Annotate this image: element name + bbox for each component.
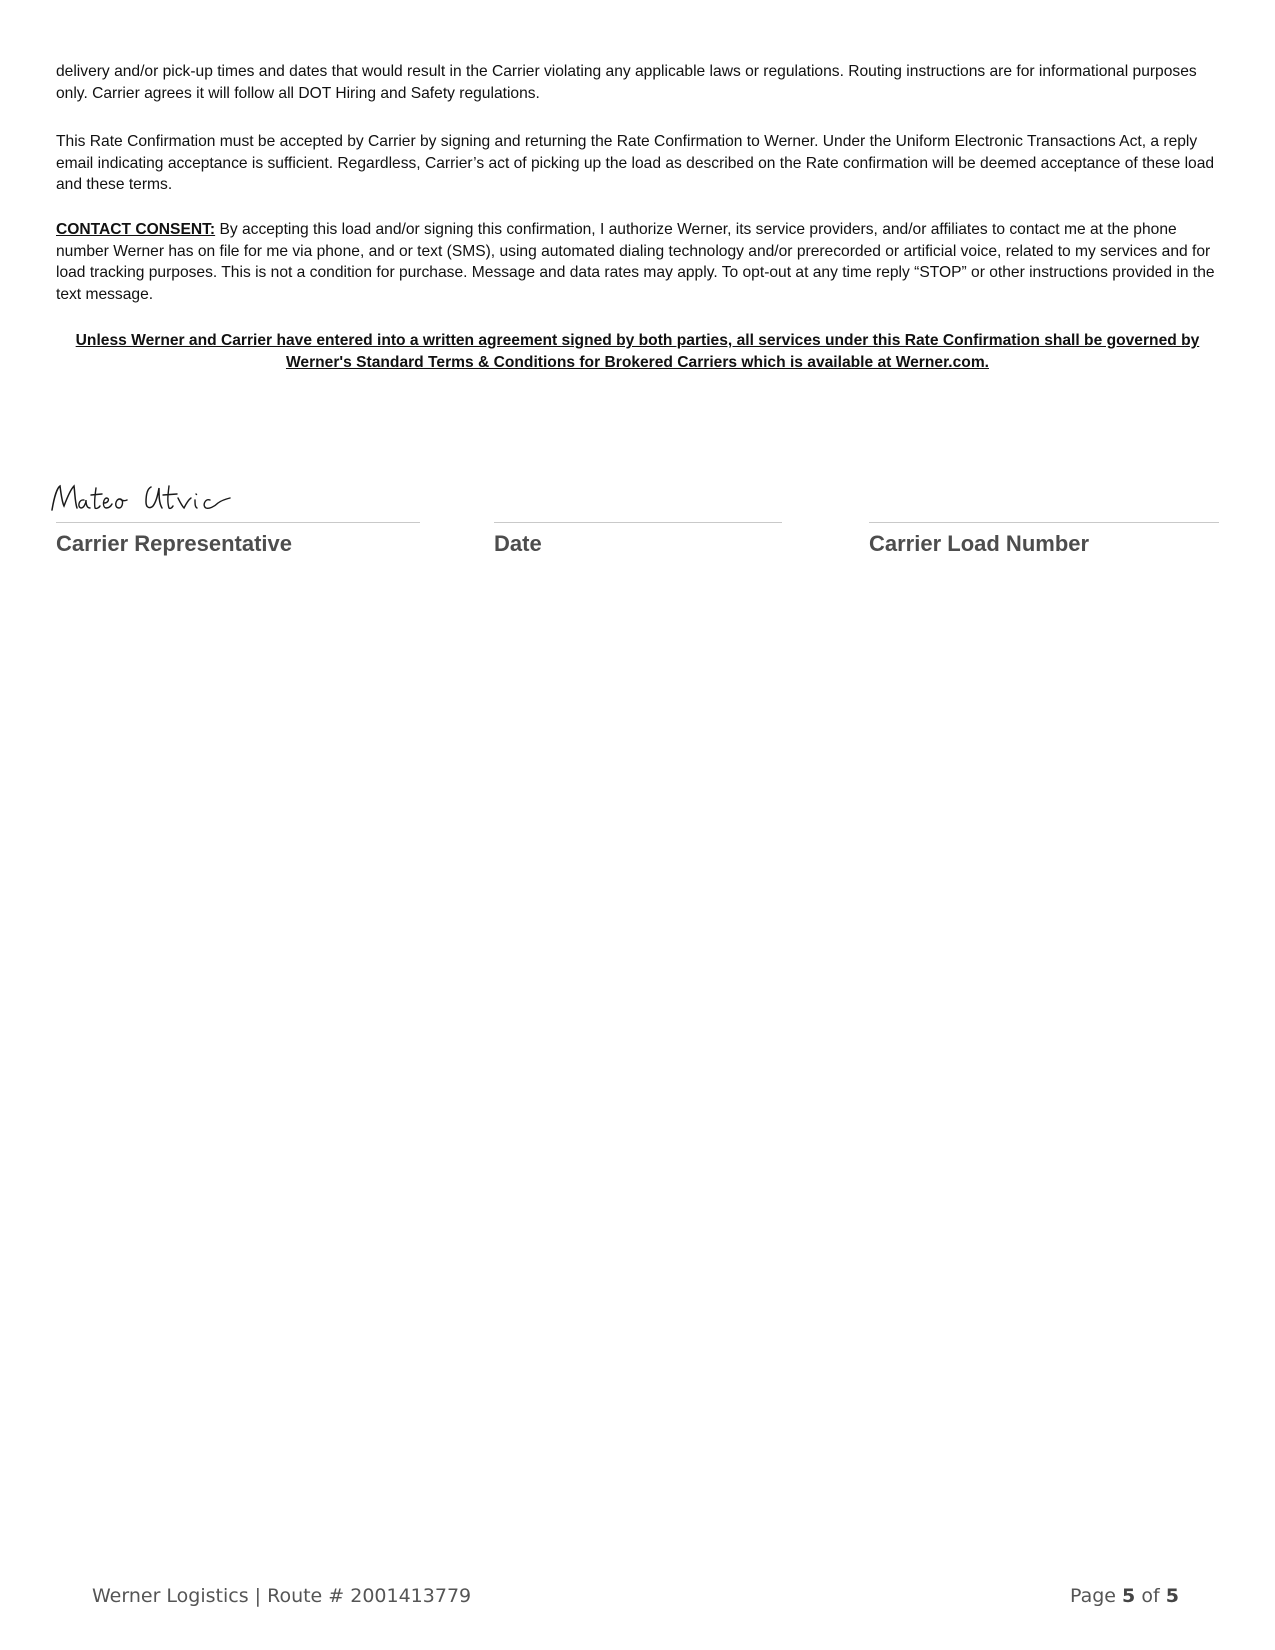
carrier-load-number-label: Carrier Load Number (869, 531, 1090, 556)
handwritten-signature (48, 480, 248, 518)
carrier-representative-signature-block (56, 470, 420, 557)
footer-page-number (1070, 1585, 1179, 1607)
signature-line (56, 522, 420, 523)
signature-area (56, 470, 420, 522)
terms-notice: Unless Werner and Carrier have entered into a written agreement signed by both parties, all services under this Rate Confirmation shall be governed by Werner's Standard Terms & Conditions for Brokered Carriers which is available at Werner.com. (75, 332, 1200, 371)
date-signature-block (494, 470, 782, 557)
carrier-load-number-block (869, 470, 1219, 557)
load-number-area (869, 470, 1219, 522)
footer-company-route: Werner Logistics | Route # 2001413779 (92, 1585, 472, 1607)
paragraph-contact-consent (56, 219, 1216, 305)
footer-page-of: of (1135, 1585, 1166, 1607)
carrier-representative-label: Carrier Representative (56, 531, 293, 556)
load-number-line (869, 522, 1219, 523)
date-label: Date (494, 531, 542, 556)
date-line (494, 522, 782, 523)
paragraph-acceptance-terms: This Rate Confirmation must be accepted by Carrier by signing and returning the Rate Confirmation to Werner. Under the Uniform Electronic Transactions Act, a reply email indicating acceptance is sufficient. Regardless, Carrier’s act of picking up the load as described on the Rate confirmation will be deemed acceptance of these load and these terms. (56, 133, 1215, 193)
footer-page-current: 5 (1122, 1585, 1136, 1607)
contact-consent-text: By accepting this load and/or signing this confirmation, I authorize Werner, its service providers, and/or affiliates to contact me at the phone number Werner has on file for me via phone, and or text (SMS), using automated dialing technology and/or prerecorded or artificial voice, related to my services and for load tracking purposes. This is not a condition for purchase. Message and data rates may apply. To opt-out at any time reply “STOP” or other instructions provided in the text message. (56, 221, 1215, 303)
contact-consent-label: CONTACT CONSENT: (56, 221, 216, 238)
date-area (494, 470, 782, 522)
paragraph-routing-terms: delivery and/or pick-up times and dates that would result in the Carrier violating any applicable laws or regulations. Routing instructions are for informational purposes only. Carrier agrees it will follow all DOT Hiring and Safety regulations. (56, 63, 1197, 102)
footer-page-word: Page (1070, 1585, 1123, 1607)
footer-page-total: 5 (1165, 1585, 1179, 1607)
